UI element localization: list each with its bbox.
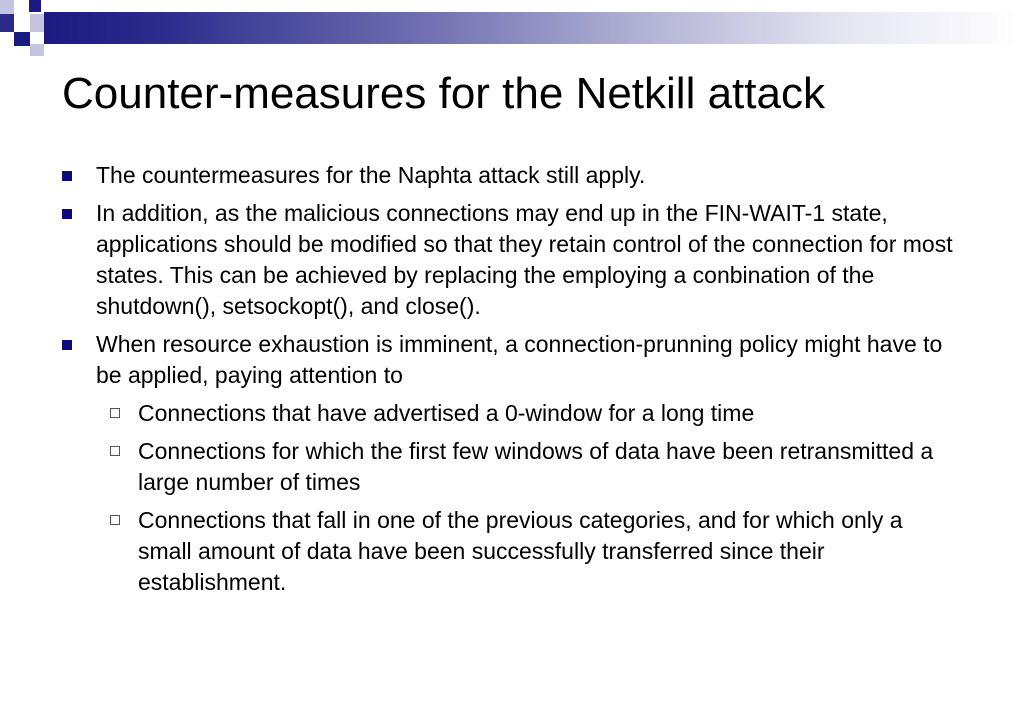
hollow-square-bullet-icon: [110, 408, 120, 418]
sub-list-item-text: Connections for which the first few windows of data have been retransmitted a large number of times: [138, 438, 934, 495]
list-item: [62, 329, 962, 391]
list-item-text: When resource exhaustion is imminent, a connection-prunning policy might have to be applied, paying attention to: [96, 331, 943, 388]
decor-square: [14, 32, 30, 46]
list-item-text: The countermeasures for the Naphta attack still apply.: [96, 162, 646, 188]
decor-square: [30, 44, 44, 56]
list-item-text: In addition, as the malicious connections may end up in the FIN-WAIT-1 state, applications should be modified so that they retain control of the connection for most states. This can be achieved by replacing the employing a conbination of the shutdown(), setsockopt(), and close().: [96, 200, 953, 319]
decor-square: [30, 14, 44, 32]
filled-square-bullet-icon: [62, 340, 72, 350]
hollow-square-bullet-icon: [110, 446, 120, 456]
sub-list-item-text: Connections that have advertised a 0-window for a long time: [138, 400, 755, 426]
decor-square: [0, 14, 14, 32]
filled-square-bullet-icon: [62, 171, 72, 181]
decor-square: [0, 0, 14, 14]
sub-list-item: [62, 398, 962, 429]
filled-square-bullet-icon: [62, 209, 72, 219]
list-item: [62, 160, 962, 191]
sub-list-item-text: Connections that fall in one of the previous categories, and for which only a small amount of data have been successfully transferred since their establishment.: [138, 507, 903, 595]
sub-list-item: [62, 436, 962, 498]
bullet-list: [62, 160, 962, 605]
list-item: [62, 198, 962, 322]
decor-square: [29, 0, 41, 12]
hollow-square-bullet-icon: [110, 515, 120, 525]
header-gradient-bar: [44, 12, 1023, 44]
slide-title: Counter-measures for the Netkill attack: [62, 69, 825, 118]
sub-list-item: [62, 505, 962, 598]
